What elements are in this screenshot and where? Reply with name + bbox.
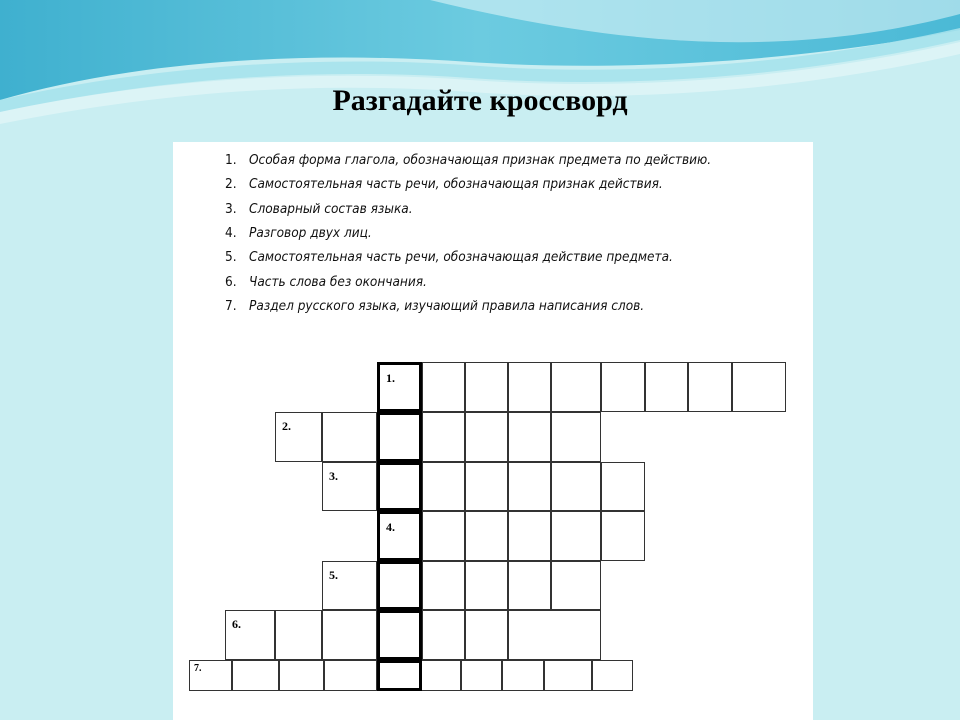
grid-cell[interactable] (225, 610, 275, 660)
keyword-cell[interactable] (377, 412, 422, 462)
grid-cell[interactable] (322, 412, 377, 462)
grid-cell[interactable] (322, 610, 377, 660)
grid-cell[interactable] (422, 462, 465, 511)
clue-number: 1. (225, 152, 237, 169)
grid-cell[interactable] (592, 660, 633, 691)
grid-cell[interactable] (551, 412, 601, 462)
grid-cell[interactable] (422, 610, 465, 660)
grid-cell[interactable] (279, 660, 324, 691)
keyword-cell[interactable] (377, 511, 422, 561)
grid-cell[interactable] (465, 561, 508, 610)
grid-cell[interactable] (502, 660, 544, 691)
clue-text: Самостоятельная часть речи, обозначающая признак действия. (249, 176, 663, 193)
clue-text: Часть слова без окончания. (249, 273, 427, 290)
grid-cell[interactable] (551, 511, 601, 561)
grid-cell[interactable] (601, 511, 645, 561)
clue-number: 3. (225, 200, 237, 217)
grid-cell[interactable] (508, 362, 551, 412)
grid-cell[interactable] (551, 561, 601, 610)
grid-cell[interactable] (551, 362, 601, 412)
grid-cell[interactable] (322, 561, 377, 610)
grid-cell[interactable] (465, 412, 508, 462)
clue-number: 2. (225, 176, 237, 193)
grid-cell[interactable] (422, 561, 465, 610)
clue-text: Раздел русского языка, изучающий правила написания слов. (249, 297, 645, 314)
keyword-cell[interactable] (377, 362, 422, 412)
keyword-cell[interactable] (377, 561, 422, 610)
grid-cell[interactable] (688, 362, 732, 412)
grid-cell[interactable] (508, 511, 551, 561)
grid-cell[interactable] (422, 511, 465, 561)
keyword-cell[interactable] (377, 610, 422, 660)
cell-number: 4. (386, 520, 395, 534)
grid-cell[interactable] (422, 412, 465, 462)
clue-text: Особая форма глагола, обозначающая признак предмета по действию. (249, 152, 712, 169)
grid-cell[interactable] (324, 660, 377, 691)
grid-cell[interactable] (645, 362, 688, 412)
grid-cell[interactable] (465, 362, 508, 412)
grid-cell[interactable] (551, 462, 601, 511)
grid-cell[interactable] (465, 511, 508, 561)
clue-text: Словарный состав языка. (249, 200, 413, 217)
grid-cell[interactable] (508, 561, 551, 610)
clue-number: 7. (225, 297, 237, 314)
cell-number: 2. (282, 419, 291, 433)
cell-number: 1. (386, 371, 395, 385)
clue-text: Самостоятельная часть речи, обозначающая действие предмета. (249, 249, 673, 266)
clue-number: 6. (225, 273, 237, 290)
keyword-cell[interactable] (377, 462, 422, 511)
grid-cell[interactable] (544, 660, 592, 691)
clue-text: Разговор двух лиц. (249, 225, 372, 242)
grid-cell[interactable] (508, 412, 551, 462)
grid-cell[interactable] (461, 660, 502, 691)
grid-cell[interactable] (508, 610, 601, 660)
grid-cell[interactable] (422, 362, 465, 412)
cell-number: 5. (329, 568, 338, 582)
grid-cell[interactable] (275, 412, 322, 462)
clue-number: 4. (225, 225, 237, 242)
grid-cell[interactable] (465, 610, 508, 660)
grid-cell[interactable] (601, 462, 645, 511)
grid-cell[interactable] (601, 362, 645, 412)
grid-cell[interactable] (465, 462, 508, 511)
grid-cell[interactable] (322, 462, 377, 511)
grid-cell[interactable] (420, 660, 461, 691)
grid-cell[interactable] (232, 660, 279, 691)
keyword-cell[interactable] (377, 660, 422, 691)
cell-number: 6. (232, 617, 241, 631)
clue-number: 5. (225, 249, 237, 266)
slide-title: Разгадайте кроссворд (332, 84, 628, 117)
grid-cell[interactable] (508, 462, 551, 511)
cell-number: 7. (194, 663, 202, 674)
grid-cell[interactable] (275, 610, 322, 660)
cell-number: 3. (329, 469, 338, 483)
grid-cell[interactable] (732, 362, 786, 412)
grid-cell[interactable] (189, 660, 232, 691)
